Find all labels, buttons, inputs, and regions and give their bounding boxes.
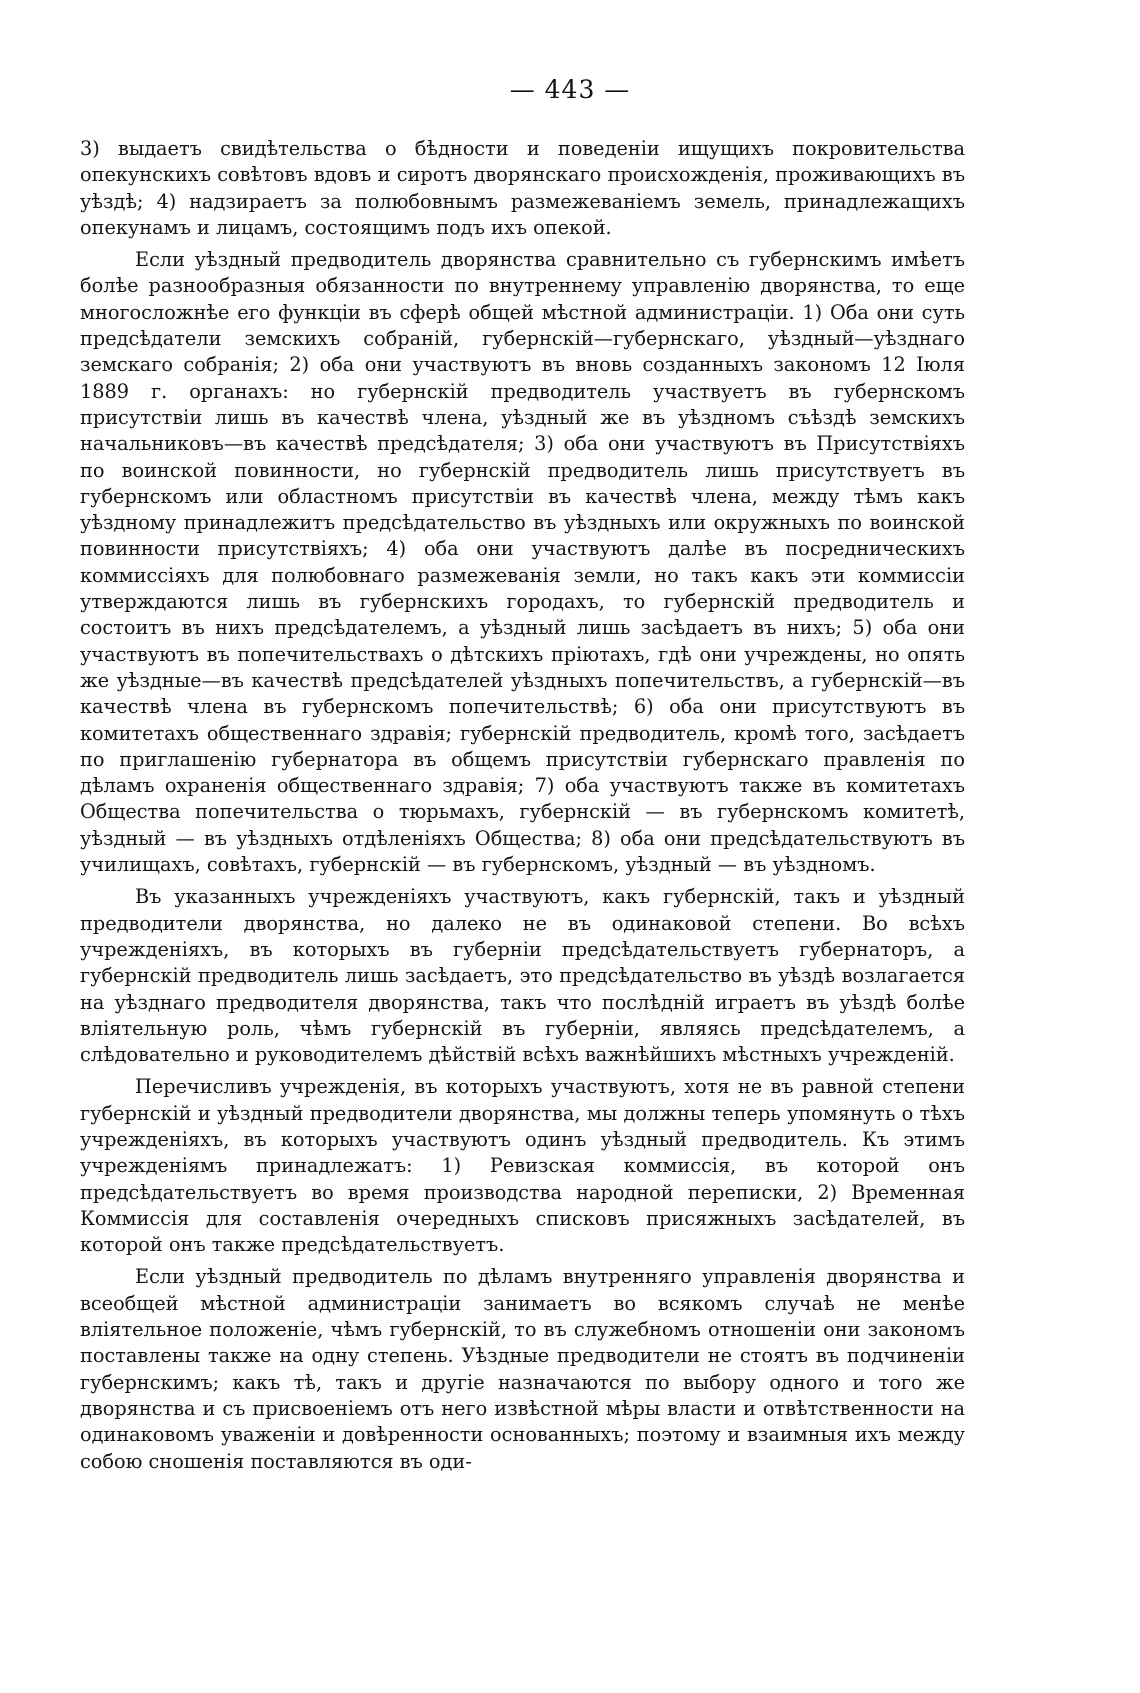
paragraph-local-administration: Если уѣздный предводитель дворянства сравнительно съ губернскимъ имѣетъ болѣе разнообразныя обязанности по внутреннему управленію дворянства, то еще многосложнѣе его функціи въ сферѣ общей мѣстной администраціи. 1) Оба они суть предсѣдатели земскихъ собраній, губернскій—губернскаго, уѣздный—уѣзднаго земскаго собранія; 2) оба они участвуютъ въ вновь созданныхъ закономъ 12 Іюля 1889 г. органахъ: но губернскій предводитель участвуетъ въ губернскомъ присутствіи лишь въ качествѣ члена, уѣздный же въ уѣздномъ съѣздѣ земскихъ начальниковъ—въ качествѣ предсѣдателя; 3) оба они участвуютъ въ Присутствіяхъ по воинской повинности, но губернскій предводитель лишь присутствуетъ въ губернскомъ или областномъ присутствіи въ качествѣ члена, между тѣмъ какъ уѣздному принадлежитъ предсѣдательство въ уѣздныхъ или окружныхъ по воинской повинности присутствіяхъ; 4) оба они участвуютъ далѣе въ посредническихъ коммиссіяхъ для полюбовнаго размежеванія земли, но такъ какъ эти коммиссіи утверждаются лишь въ губернскихъ городахъ, то губернскій предводитель и состоитъ въ нихъ предсѣдателемъ, а уѣздный лишь засѣдаетъ въ нихъ; 5) оба они участвуютъ въ попечительствахъ о дѣтскихъ пріютахъ, гдѣ они учреждены, но опять же уѣздные—въ качествѣ предсѣдателей уѣздныхъ попечительствъ, а губернскій—въ качествѣ члена въ губернскомъ попечительствѣ; 6) оба они присутствуютъ въ комитетахъ общественнаго здравія; губернскій предводитель, кромѣ того, засѣдаетъ по приглашенію губернатора въ общемъ присутствіи губернскаго правленія по дѣламъ охраненія общественнаго здравія; 7) оба участвуютъ также въ комитетахъ Общества попечительства о тюрьмахъ, губернскій — въ губернскомъ комитетѣ, уѣздный — въ уѣздныхъ отдѣленіяхъ Общества; 8) оба они предсѣдательствуютъ въ училищахъ, совѣтахъ, губернскій — въ губернскомъ, уѣздный — въ уѣздномъ. <box>80 248 965 877</box>
body-text <box>80 136 965 1475</box>
paragraph-district-only-institutions: Перечисливъ учрежденія, въ которыхъ участвуютъ, хотя не въ равной степени губернскій и уѣздный предводители дворянства, мы должны теперь упомянуть о тѣхъ учрежденіяхъ, въ которыхъ участвуютъ одинъ уѣздный предводитель. Къ этимъ учрежденіямъ принадлежатъ: 1) Ревизская коммиссія, въ которой онъ предсѣдательствуетъ во время производства народной переписки, 2) Временная Коммиссія для составленія очередныхъ списковъ присяжныхъ засѣдателей, въ которой онъ также предсѣдательствуетъ. <box>80 1075 965 1257</box>
paragraph-service-relations: Если уѣздный предводитель по дѣламъ внутренняго управленія дворянства и всеобщей мѣстной администраціи занимаетъ во всякомъ случаѣ не менѣе вліятельное положеніе, чѣмъ губернскій, то въ служебномъ отношеніи они закономъ поставлены также на одну степень. Уѣздные предводители не стоятъ въ подчиненіи губернскимъ; какъ тѣ, такъ и другіе назначаются по выбору одного и того же дворянства и съ присвоеніемъ отъ него извѣстной мѣры власти и отвѣтственности на одинаковомъ уваженіи и довѣренности основанныхъ; поэтому и взаимныя ихъ между собою сношенія поставляются въ оди- <box>80 1265 965 1473</box>
paragraph-institutions: Въ указанныхъ учрежденіяхъ участвуютъ, какъ губернскій, такъ и уѣздный предводители дворянства, но далеко не въ одинаковой степени. Во всѣхъ учрежденіяхъ, въ которыхъ въ губерніи предсѣдательствуетъ губернаторъ, а губернскій предводитель лишь засѣдаетъ, это предсѣдательство въ уѣздѣ возлагается на уѣзднаго предводителя дворянства, такъ что послѣдній играетъ въ уѣздѣ болѣе вліятельную роль, чѣмъ губернскій въ губерніи, являясь предсѣдателемъ, а слѣдовательно и руководителемъ дѣйствій всѣхъ важнѣйшихъ мѣстныхъ учрежденій. <box>80 885 965 1067</box>
paragraph-duties-continuation: 3) выдаетъ свидѣтельства о бѣдности и поведеніи ищущихъ покровительства опекунскихъ совѣтовъ вдовъ и сиротъ дворянскаго происхожденія, проживающихъ въ уѣздѣ; 4) надзираетъ за полюбовнымъ размежеваніемъ земель, принадлежащихъ опекунамъ и лицамъ, состоящимъ подъ ихъ опекой. <box>80 137 965 239</box>
page-number: — 443 — <box>509 75 631 104</box>
